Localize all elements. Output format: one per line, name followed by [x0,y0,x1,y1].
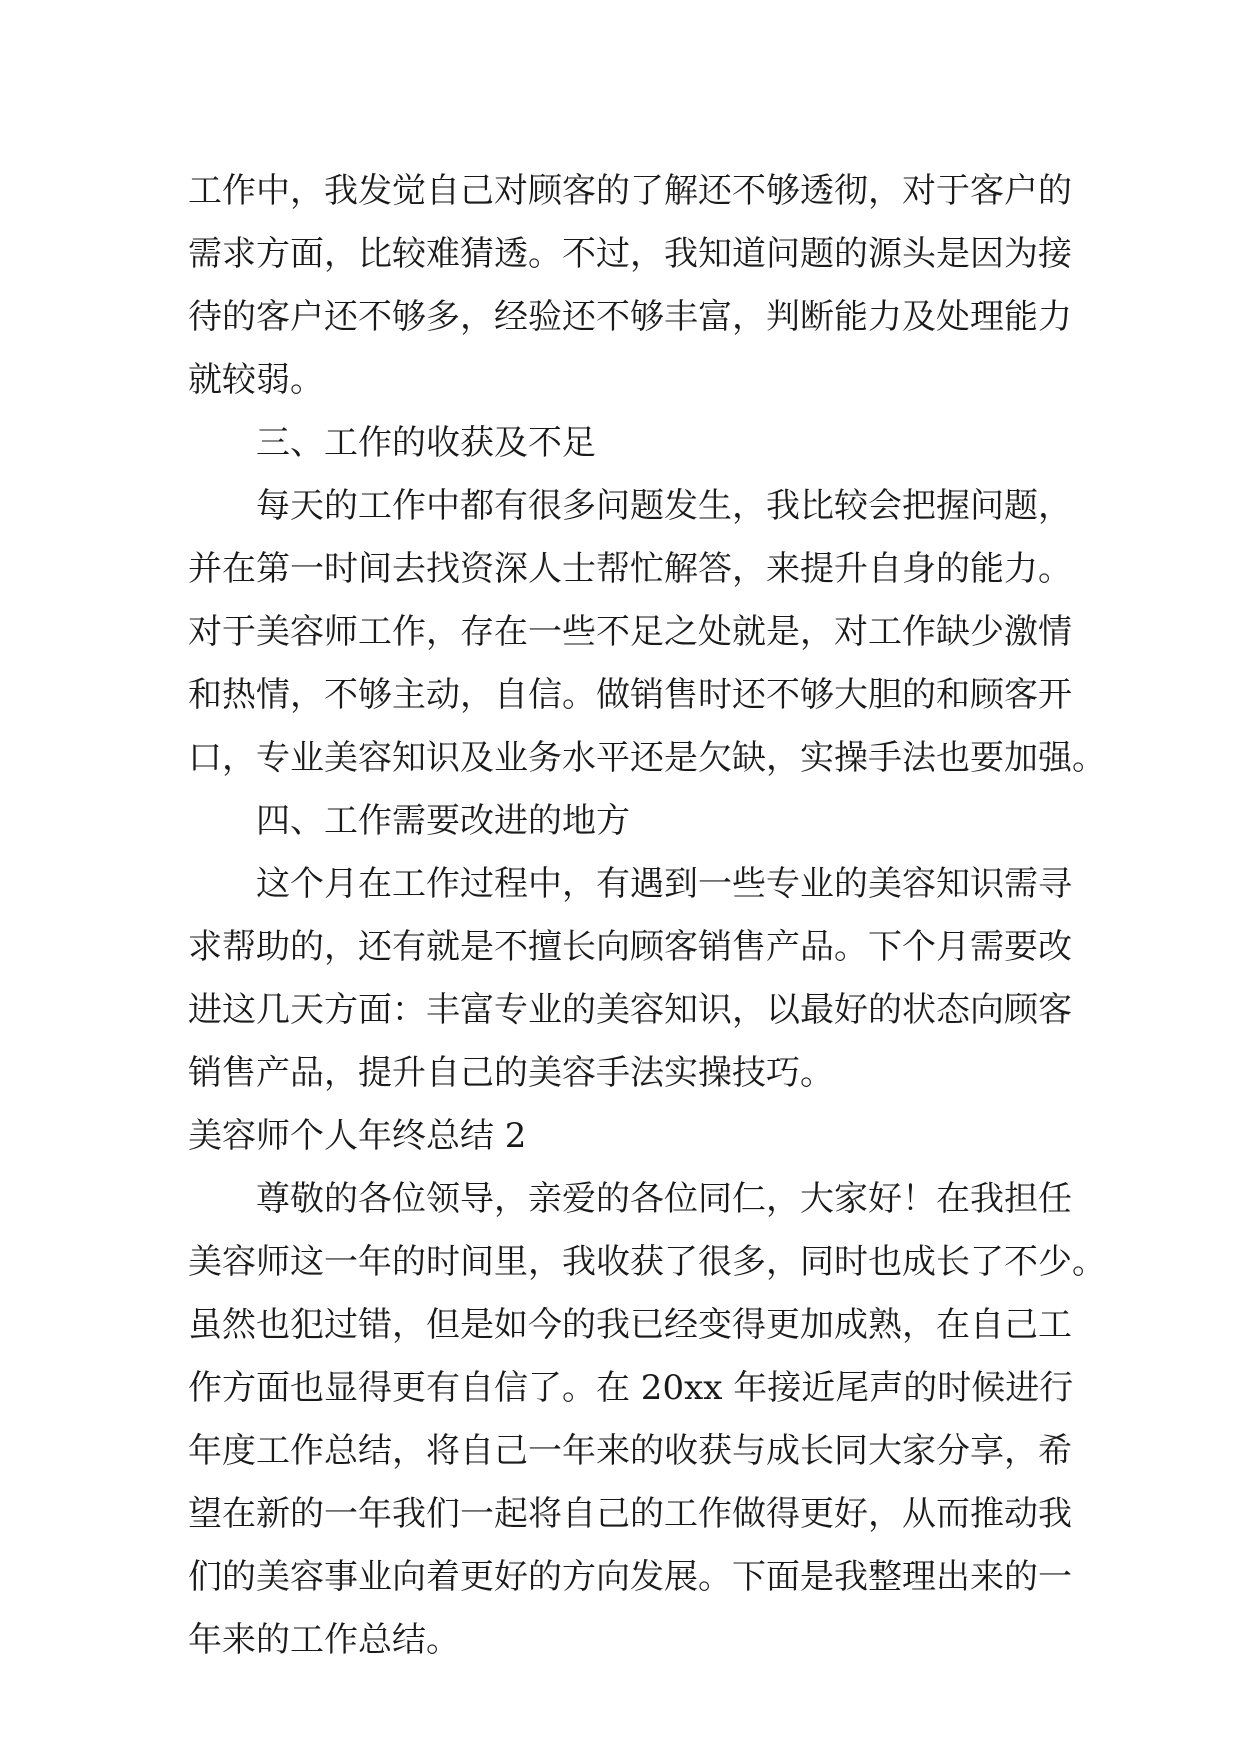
text-line-6: 每天的工作中都有很多问题发生，我比较会把握问题， [256,486,1072,526]
text-line-3: 待的客户还不够多，经验还不够丰富，判断能力及处理能力 [188,297,1072,337]
text-line-2: 需求方面，比较难猜透。不过，我知道问题的源头是因为接 [188,234,1072,274]
text-line-13: 求帮助的，还有就是不擅长向顾客销售产品。下个月需要改 [188,927,1072,967]
text-line-19: 虽然也犯过错，但是如今的我已经变得更加成熟，在自己工 [188,1305,1072,1345]
text-line-12: 这个月在工作过程中，有遇到一些专业的美容知识需寻 [256,864,1072,904]
text-line-1: 工作中，我发觉自己对顾客的了解还不够透彻，对于客户的 [188,171,1072,211]
text-line-10: 口，专业美容知识及业务水平还是欠缺，实操手法也要加强。 [188,738,1106,778]
text-line-23: 们的美容事业向着更好的方向发展。下面是我整理出来的一 [188,1557,1072,1597]
text-line-24: 年来的工作总结。 [188,1620,460,1660]
text-line-18: 美容师这一年的时间里，我收获了很多，同时也成长了不少。 [188,1242,1106,1282]
text-line-21: 年度工作总结，将自己一年来的收获与成长同大家分享，希 [188,1431,1072,1471]
text-line-17: 尊敬的各位领导，亲爱的各位同仁，大家好！在我担任 [256,1179,1072,1219]
text-line-20: 作方面也显得更有自信了。在 20xx 年接近尾声的时候进行 [188,1368,1074,1408]
text-line-22: 望在新的一年我们一起将自己的工作做得更好，从而推动我 [188,1494,1072,1534]
text-line-9: 和热情，不够主动，自信。做销售时还不够大胆的和顾客开 [188,675,1072,715]
section-heading-4: 四、工作需要改进的地方 [256,801,630,841]
section-heading-3: 三、工作的收获及不足 [256,423,596,463]
text-line-8: 对于美容师工作，存在一些不足之处就是，对工作缺少激情 [188,612,1072,652]
article-title-2: 美容师个人年终总结 2 [188,1116,527,1156]
text-line-4: 就较弱。 [188,360,324,400]
document-body [188,160,1106,1672]
text-line-14: 进这几天方面：丰富专业的美容知识，以最好的状态向顾客 [188,990,1072,1030]
text-line-7: 并在第一时间去找资深人士帮忙解答，来提升自身的能力。 [188,549,1072,589]
text-line-15: 销售产品，提升自己的美容手法实操技巧。 [188,1053,834,1093]
